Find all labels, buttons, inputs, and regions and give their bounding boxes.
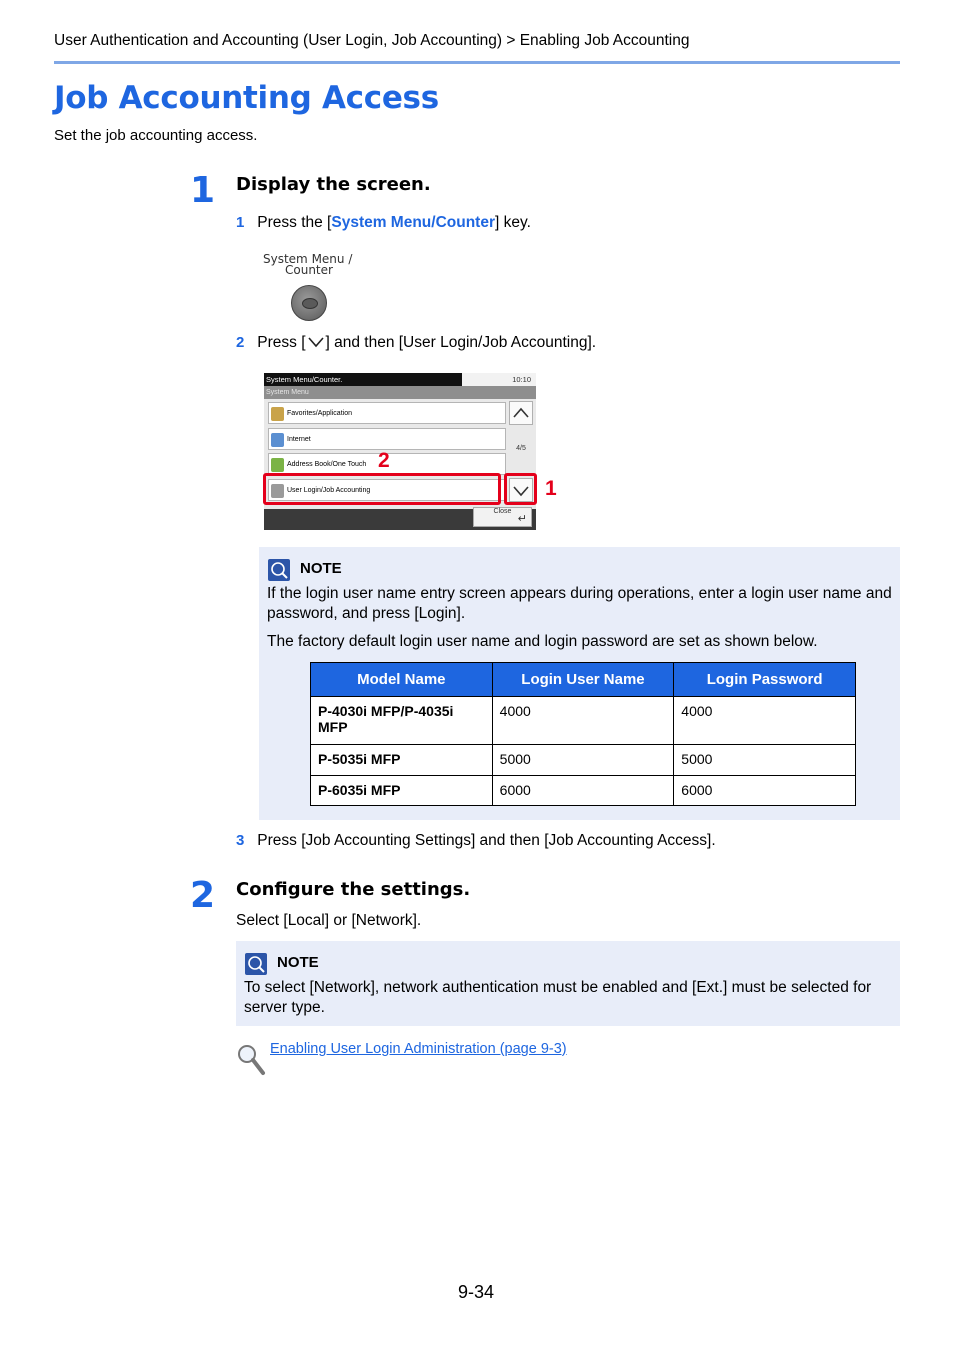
scroll-up-button[interactable] <box>509 401 533 425</box>
screen-item-label: Address Book/One Touch <box>287 461 367 468</box>
highlight-user-login <box>263 473 501 505</box>
chevron-up-icon <box>510 402 532 424</box>
note-icon <box>268 559 290 581</box>
intro-text: Set the job accounting access. <box>54 127 258 144</box>
substep-text: Press [ <box>257 334 306 351</box>
device-screen <box>264 373 536 530</box>
table-row <box>311 745 856 776</box>
substep-3 <box>236 832 716 850</box>
substep-text: ] and then [User Login/Job Accounting]. <box>325 334 597 351</box>
user-name-cell: 6000 <box>492 776 674 806</box>
close-label: Close <box>493 508 512 515</box>
password-cell: 6000 <box>674 776 856 806</box>
key-cap-icon <box>302 298 318 309</box>
table-header: Model Name <box>311 663 493 697</box>
note-label: NOTE <box>277 954 319 971</box>
credentials-table <box>310 662 856 806</box>
callout-1: 1 <box>545 477 557 500</box>
substep-number: 3 <box>236 832 245 849</box>
model-cell: P-5035i MFP <box>311 745 493 776</box>
model-cell: P-6035i MFP <box>311 776 493 806</box>
screen-page-indicator: 4/5 <box>516 445 526 452</box>
note-icon <box>245 953 267 975</box>
substep-number: 2 <box>236 334 245 351</box>
key-label-line: System Menu / <box>263 252 353 266</box>
step-2-title: Configure the settings. <box>236 879 471 900</box>
substep-number: 1 <box>236 214 245 231</box>
password-cell: 4000 <box>674 697 856 745</box>
step-1-title: Display the screen. <box>236 174 431 195</box>
user-name-cell: 5000 <box>492 745 674 776</box>
magnifier-icon <box>236 1043 266 1082</box>
screen-subtitle: System Menu <box>264 386 536 399</box>
step-2-number: 2 <box>190 875 216 916</box>
callout-2: 2 <box>378 449 390 472</box>
model-cell: P-4030i MFP/P-4035i MFP <box>311 697 493 745</box>
key-label <box>263 254 352 276</box>
table-row <box>311 776 856 806</box>
page-number: 9-34 <box>458 1282 495 1302</box>
substep-text: Press [Job Accounting Settings] and then [Job Accounting Access]. <box>257 832 716 849</box>
header-divider <box>54 61 900 64</box>
step-1-number: 1 <box>190 170 216 211</box>
screen-item-label: Favorites/Application <box>287 410 352 417</box>
key-name: System Menu/Counter <box>331 214 495 231</box>
substep-text: Press the [ <box>257 214 332 231</box>
table-header: Login Password <box>674 663 856 697</box>
note-paragraph: To select [Network], network authentication must be enabled and [Ext.] must be selected for server type. <box>244 979 872 1016</box>
highlight-scroll-down <box>504 473 537 505</box>
reference-link[interactable]: Enabling User Login Administration (page 9-3) <box>270 1041 567 1057</box>
screen-item-label: User Login/Job Accounting <box>287 487 371 494</box>
chevron-down-icon <box>306 335 326 354</box>
substep-text: ] key. <box>495 214 531 231</box>
system-menu-counter-key[interactable] <box>291 285 327 321</box>
note-paragraph: The factory default login user name and login password are set as shown below. <box>267 633 818 650</box>
screen-item-internet[interactable] <box>268 428 506 450</box>
substep-2 <box>236 334 596 354</box>
screen-time: 10:10 <box>462 373 536 386</box>
address-book-icon <box>271 458 284 472</box>
screen-title: System Menu/Counter. <box>264 373 462 386</box>
table-header: Login User Name <box>492 663 674 697</box>
password-cell: 5000 <box>674 745 856 776</box>
screen-item-favorites[interactable] <box>268 402 506 424</box>
note-paragraph: If the login user name entry screen appears during operations, enter a login user name and password, and press [Login]. <box>267 585 892 622</box>
screen-close-button[interactable] <box>473 507 532 527</box>
substep-1 <box>236 214 531 232</box>
key-label-line: Counter <box>285 263 333 277</box>
folder-icon <box>271 407 284 421</box>
user-name-cell: 4000 <box>492 697 674 745</box>
screen-item-label: Internet <box>287 436 311 443</box>
enter-icon: ↵ <box>517 513 527 525</box>
page-title: Job Accounting Access <box>54 80 439 116</box>
table-row <box>311 697 856 745</box>
step-2-text: Select [Local] or [Network]. <box>236 912 422 929</box>
globe-icon <box>271 433 284 447</box>
breadcrumb: User Authentication and Accounting (User Login, Job Accounting) > Enabling Job Accounting <box>54 32 690 49</box>
note-label: NOTE <box>300 560 342 577</box>
